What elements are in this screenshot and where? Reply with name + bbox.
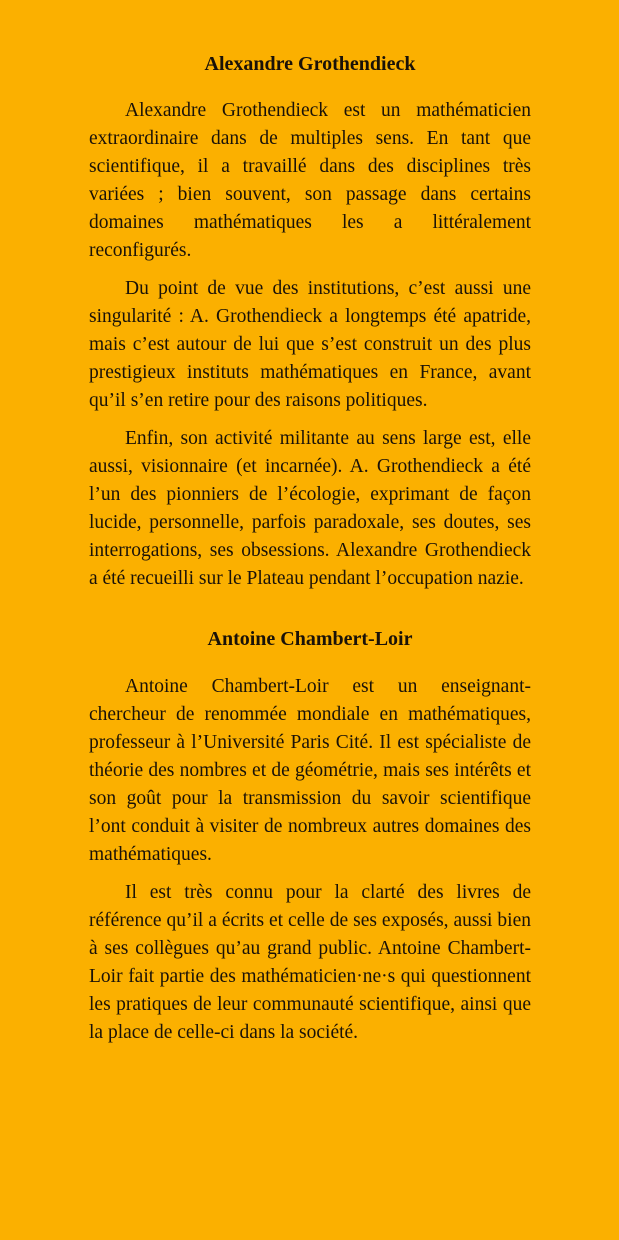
section-title-grothendieck: Alexandre Grothendieck	[204, 53, 416, 75]
section-title-chambert-loir: Antoine Chambert-Loir	[207, 628, 413, 650]
paragraph-grothendieck-1: Alexandre Grothendieck est un mathématicien extraordinaire dans de multiples sens. En tant que scientifique, il a travaillé dans des disciplines très variées ; bien souvent, son passage dans certains domaines mathématiques les a littéralement reconfigurés.	[89, 100, 531, 261]
paragraph-chambert-loir-1: Antoine Chambert-Loir est un enseignant-chercheur de renommée mondiale en mathématiques, professeur à l’Université Paris Cité. Il est spécialiste de théorie des nombres et de géométrie, mais ses intérêts et son goût pour la transmission du savoir scientifique l’ont conduit à visiter de nombreux autres domaines des mathématiques.	[89, 676, 531, 865]
paragraph-grothendieck-3: Enfin, son activité militante au sens large est, elle aussi, visionnaire (et incarnée). A. Grothendieck a été l’un des pionniers de l’écologie, exprimant de façon lucide, personnelle, parfois paradoxale, ses doutes, ses interrogations, ses obsessions. Alexandre Grothendieck a été recueilli sur le Plateau pendant l’occupation nazie.	[89, 428, 531, 589]
paragraph-chambert-loir-2: Il est très connu pour la clarté des livres de référence qu’il a écrits et celle de ses exposés, aussi bien à ses collègues qu’au grand public. Antoine Chambert-Loir fait partie des mathématicien·ne·s qui questionnent les pratiques de leur communauté scientifique, ainsi que la place de celle-ci dans la société.	[89, 882, 531, 1043]
paragraph-grothendieck-2: Du point de vue des institutions, c’est aussi une singularité : A. Grothendieck a longtemps été apatride, mais c’est autour de lui que s’est construit un des plus prestigieux instituts mathématiques en France, avant qu’il s’en retire pour des raisons politiques.	[89, 278, 531, 411]
